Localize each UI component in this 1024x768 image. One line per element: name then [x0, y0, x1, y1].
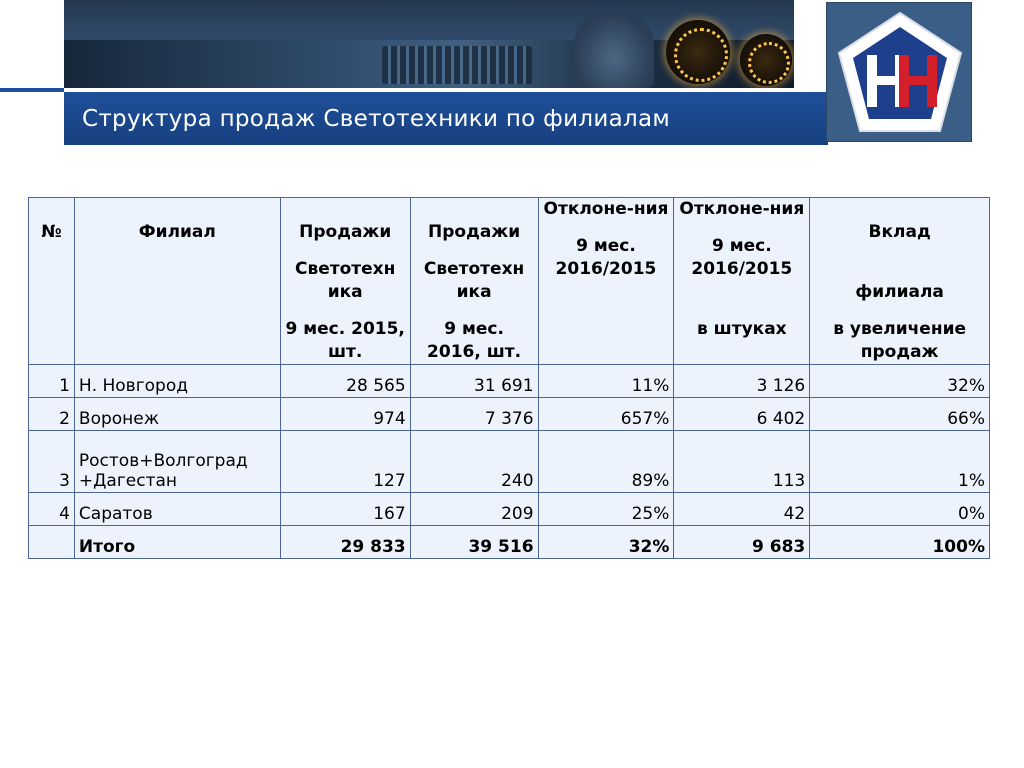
header-deviation-units: Отклоне-ния 9 мес. 2016/2015 в штуках [674, 198, 810, 365]
row-deviation-units: 6 402 [674, 398, 810, 431]
table-row [29, 431, 990, 493]
row-branch: Воронеж [74, 398, 280, 431]
sales-table [28, 197, 990, 559]
row-branch: Н. Новгород [74, 365, 280, 398]
total-sales-2015: 29 833 [280, 526, 410, 559]
row-num: 1 [29, 365, 75, 398]
page-title: Структура продаж Светотехники по филиалам [82, 105, 671, 132]
header-strip [0, 88, 64, 92]
table-total-row [29, 526, 990, 559]
row-branch: Ростов+Волгоград +Дагестан [74, 431, 280, 493]
header-branch: Филиал [74, 198, 280, 365]
header-contribution: Вклад филиала в увеличение продаж [810, 198, 990, 365]
total-contribution: 100% [810, 526, 990, 559]
row-contribution: 32% [810, 365, 990, 398]
pentagon-logo-icon [827, 3, 973, 143]
row-contribution: 66% [810, 398, 990, 431]
header-sales-2016: Продажи Светотехн ика 9 мес. 2016, шт. [410, 198, 538, 365]
steering-hand-shape [574, 14, 654, 88]
row-deviation-units: 42 [674, 493, 810, 526]
logo-lettering: НН [900, 138, 902, 139]
row-deviation-percent: 89% [538, 431, 674, 493]
table-row [29, 493, 990, 526]
speedometer-gauge [666, 20, 730, 84]
header-num: № [29, 198, 75, 365]
title-bar [64, 92, 828, 145]
total-label: Итого [74, 526, 280, 559]
total-deviation-units: 9 683 [674, 526, 810, 559]
header-sales-2015: Продажи Светотехн ика 9 мес. 2015, шт. [280, 198, 410, 365]
total-sales-2016: 39 516 [410, 526, 538, 559]
row-sales-2015: 974 [280, 398, 410, 431]
row-sales-2016: 7 376 [410, 398, 538, 431]
row-sales-2016: 240 [410, 431, 538, 493]
row-deviation-percent: 11% [538, 365, 674, 398]
row-sales-2016: 209 [410, 493, 538, 526]
total-deviation-percent: 32% [538, 526, 674, 559]
row-sales-2015: 28 565 [280, 365, 410, 398]
company-logo [826, 2, 972, 142]
tachometer-gauge [740, 34, 792, 86]
row-deviation-units: 3 126 [674, 365, 810, 398]
table-row [29, 398, 990, 431]
row-sales-2015: 167 [280, 493, 410, 526]
row-sales-2015: 127 [280, 431, 410, 493]
header-deviation-percent: Отклоне-ния 9 мес. 2016/2015 [538, 198, 674, 365]
total-num [29, 526, 75, 559]
table-header-row [29, 198, 990, 365]
row-deviation-percent: 657% [538, 398, 674, 431]
air-vent-shape [382, 46, 532, 84]
row-sales-2016: 31 691 [410, 365, 538, 398]
row-num: 4 [29, 493, 75, 526]
table-row [29, 365, 990, 398]
row-contribution: 1% [810, 431, 990, 493]
row-deviation-percent: 25% [538, 493, 674, 526]
row-deviation-units: 113 [674, 431, 810, 493]
row-num: 2 [29, 398, 75, 431]
row-num: 3 [29, 431, 75, 493]
header-photo [64, 0, 794, 88]
row-contribution: 0% [810, 493, 990, 526]
row-branch: Саратов [74, 493, 280, 526]
